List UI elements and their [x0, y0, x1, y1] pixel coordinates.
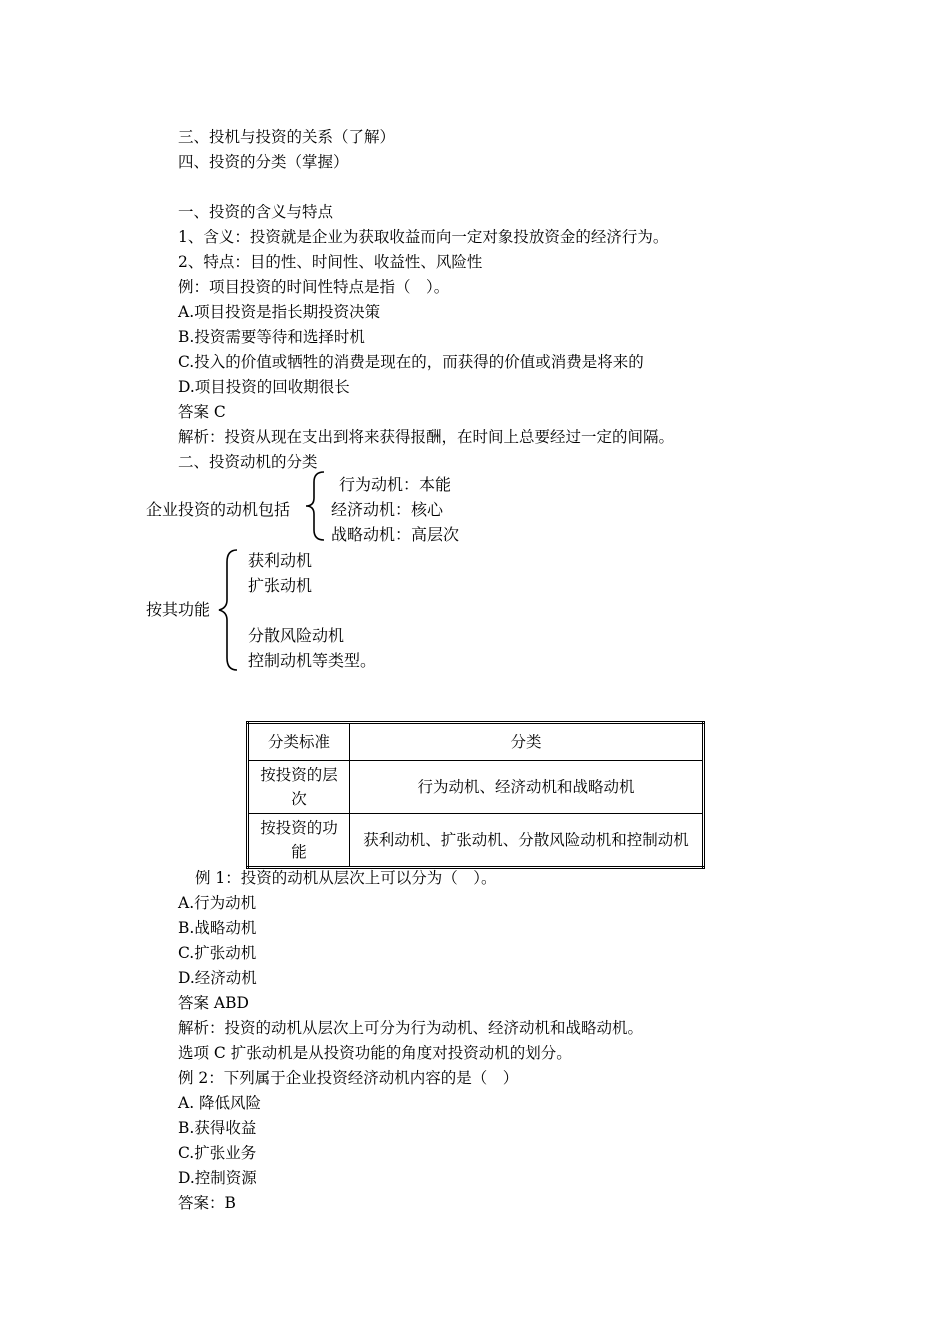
answer-line: 答案：B [178, 1194, 236, 1212]
text-line: 四、投资的分类（掌握） [178, 153, 349, 171]
option-line: A.项目投资是指长期投资决策 [178, 303, 381, 321]
option-line: C.扩张动机 [178, 944, 257, 962]
table-cell: 获利动机、扩张动机、分散风险动机和控制动机 [350, 814, 704, 868]
question-line: 例 1：投资的动机从层次上可以分为（ ）。 [195, 869, 497, 887]
table-header-cell: 分类标准 [248, 723, 350, 761]
table-header-cell: 分类 [350, 723, 704, 761]
brace-icon [300, 470, 330, 542]
diagram2-branch: 获利动机 [248, 551, 313, 570]
brace-icon [215, 548, 245, 674]
diagram2-root: 按其功能 [146, 600, 211, 619]
table-header-row [248, 723, 704, 761]
option-line: D.经济动机 [178, 969, 257, 987]
option-line: B.战略动机 [178, 919, 257, 937]
classification-table [246, 721, 705, 869]
answer-line: 答案 C [178, 403, 226, 421]
diagram1-branch: 经济动机：核心 [331, 500, 444, 519]
option-line: A. 降低风险 [178, 1094, 262, 1112]
table-cell: 按投资的层次 [248, 761, 350, 814]
option-line: A.行为动机 [178, 894, 257, 912]
option-line: C.投入的价值或牺牲的消费是现在的，而获得的价值或消费是将来的 [178, 353, 644, 371]
explanation-line: 解析：投资的动机从层次上可分为行为动机、经济动机和战略动机。 [178, 1019, 644, 1037]
diagram2-branch: 扩张动机 [248, 576, 313, 595]
diagram2-branch: 分散风险动机 [248, 626, 345, 645]
explanation-line: 选项 C 扩张动机是从投资功能的角度对投资动机的划分。 [178, 1044, 572, 1062]
question-line: 例：项目投资的时间性特点是指（ ）。 [178, 278, 450, 296]
option-line: D.控制资源 [178, 1169, 257, 1187]
table-cell: 行为动机、经济动机和战略动机 [350, 761, 704, 814]
text-line: 三、投机与投资的关系（了解） [178, 128, 396, 146]
text-line: 2、特点：目的性、时间性、收益性、风险性 [178, 253, 483, 271]
option-line: D.项目投资的回收期很长 [178, 378, 350, 396]
question-line: 例 2：下列属于企业投资经济动机内容的是（ ） [178, 1069, 519, 1087]
text-line: 1、含义：投资就是企业为获取收益而向一定对象投放资金的经济行为。 [178, 228, 669, 246]
diagram1-branch: 行为动机：本能 [339, 475, 452, 494]
table-cell: 按投资的功能 [248, 814, 350, 868]
table-row [248, 761, 704, 814]
diagram1-branch: 战略动机：高层次 [331, 525, 460, 544]
answer-line: 答案 ABD [178, 994, 249, 1012]
option-line: C.扩张业务 [178, 1144, 257, 1162]
diagram1-root: 企业投资的动机包括 [146, 500, 291, 519]
diagram2-branch: 控制动机等类型。 [248, 651, 377, 670]
section-heading: 一、投资的含义与特点 [178, 203, 334, 221]
option-line: B.投资需要等待和选择时机 [178, 328, 365, 346]
option-line: B.获得收益 [178, 1119, 257, 1137]
table-row [248, 814, 704, 868]
explanation-line: 解析：投资从现在支出到将来获得报酬，在时间上总要经过一定的间隔。 [178, 428, 675, 446]
section-heading: 二、投资动机的分类 [178, 453, 318, 471]
